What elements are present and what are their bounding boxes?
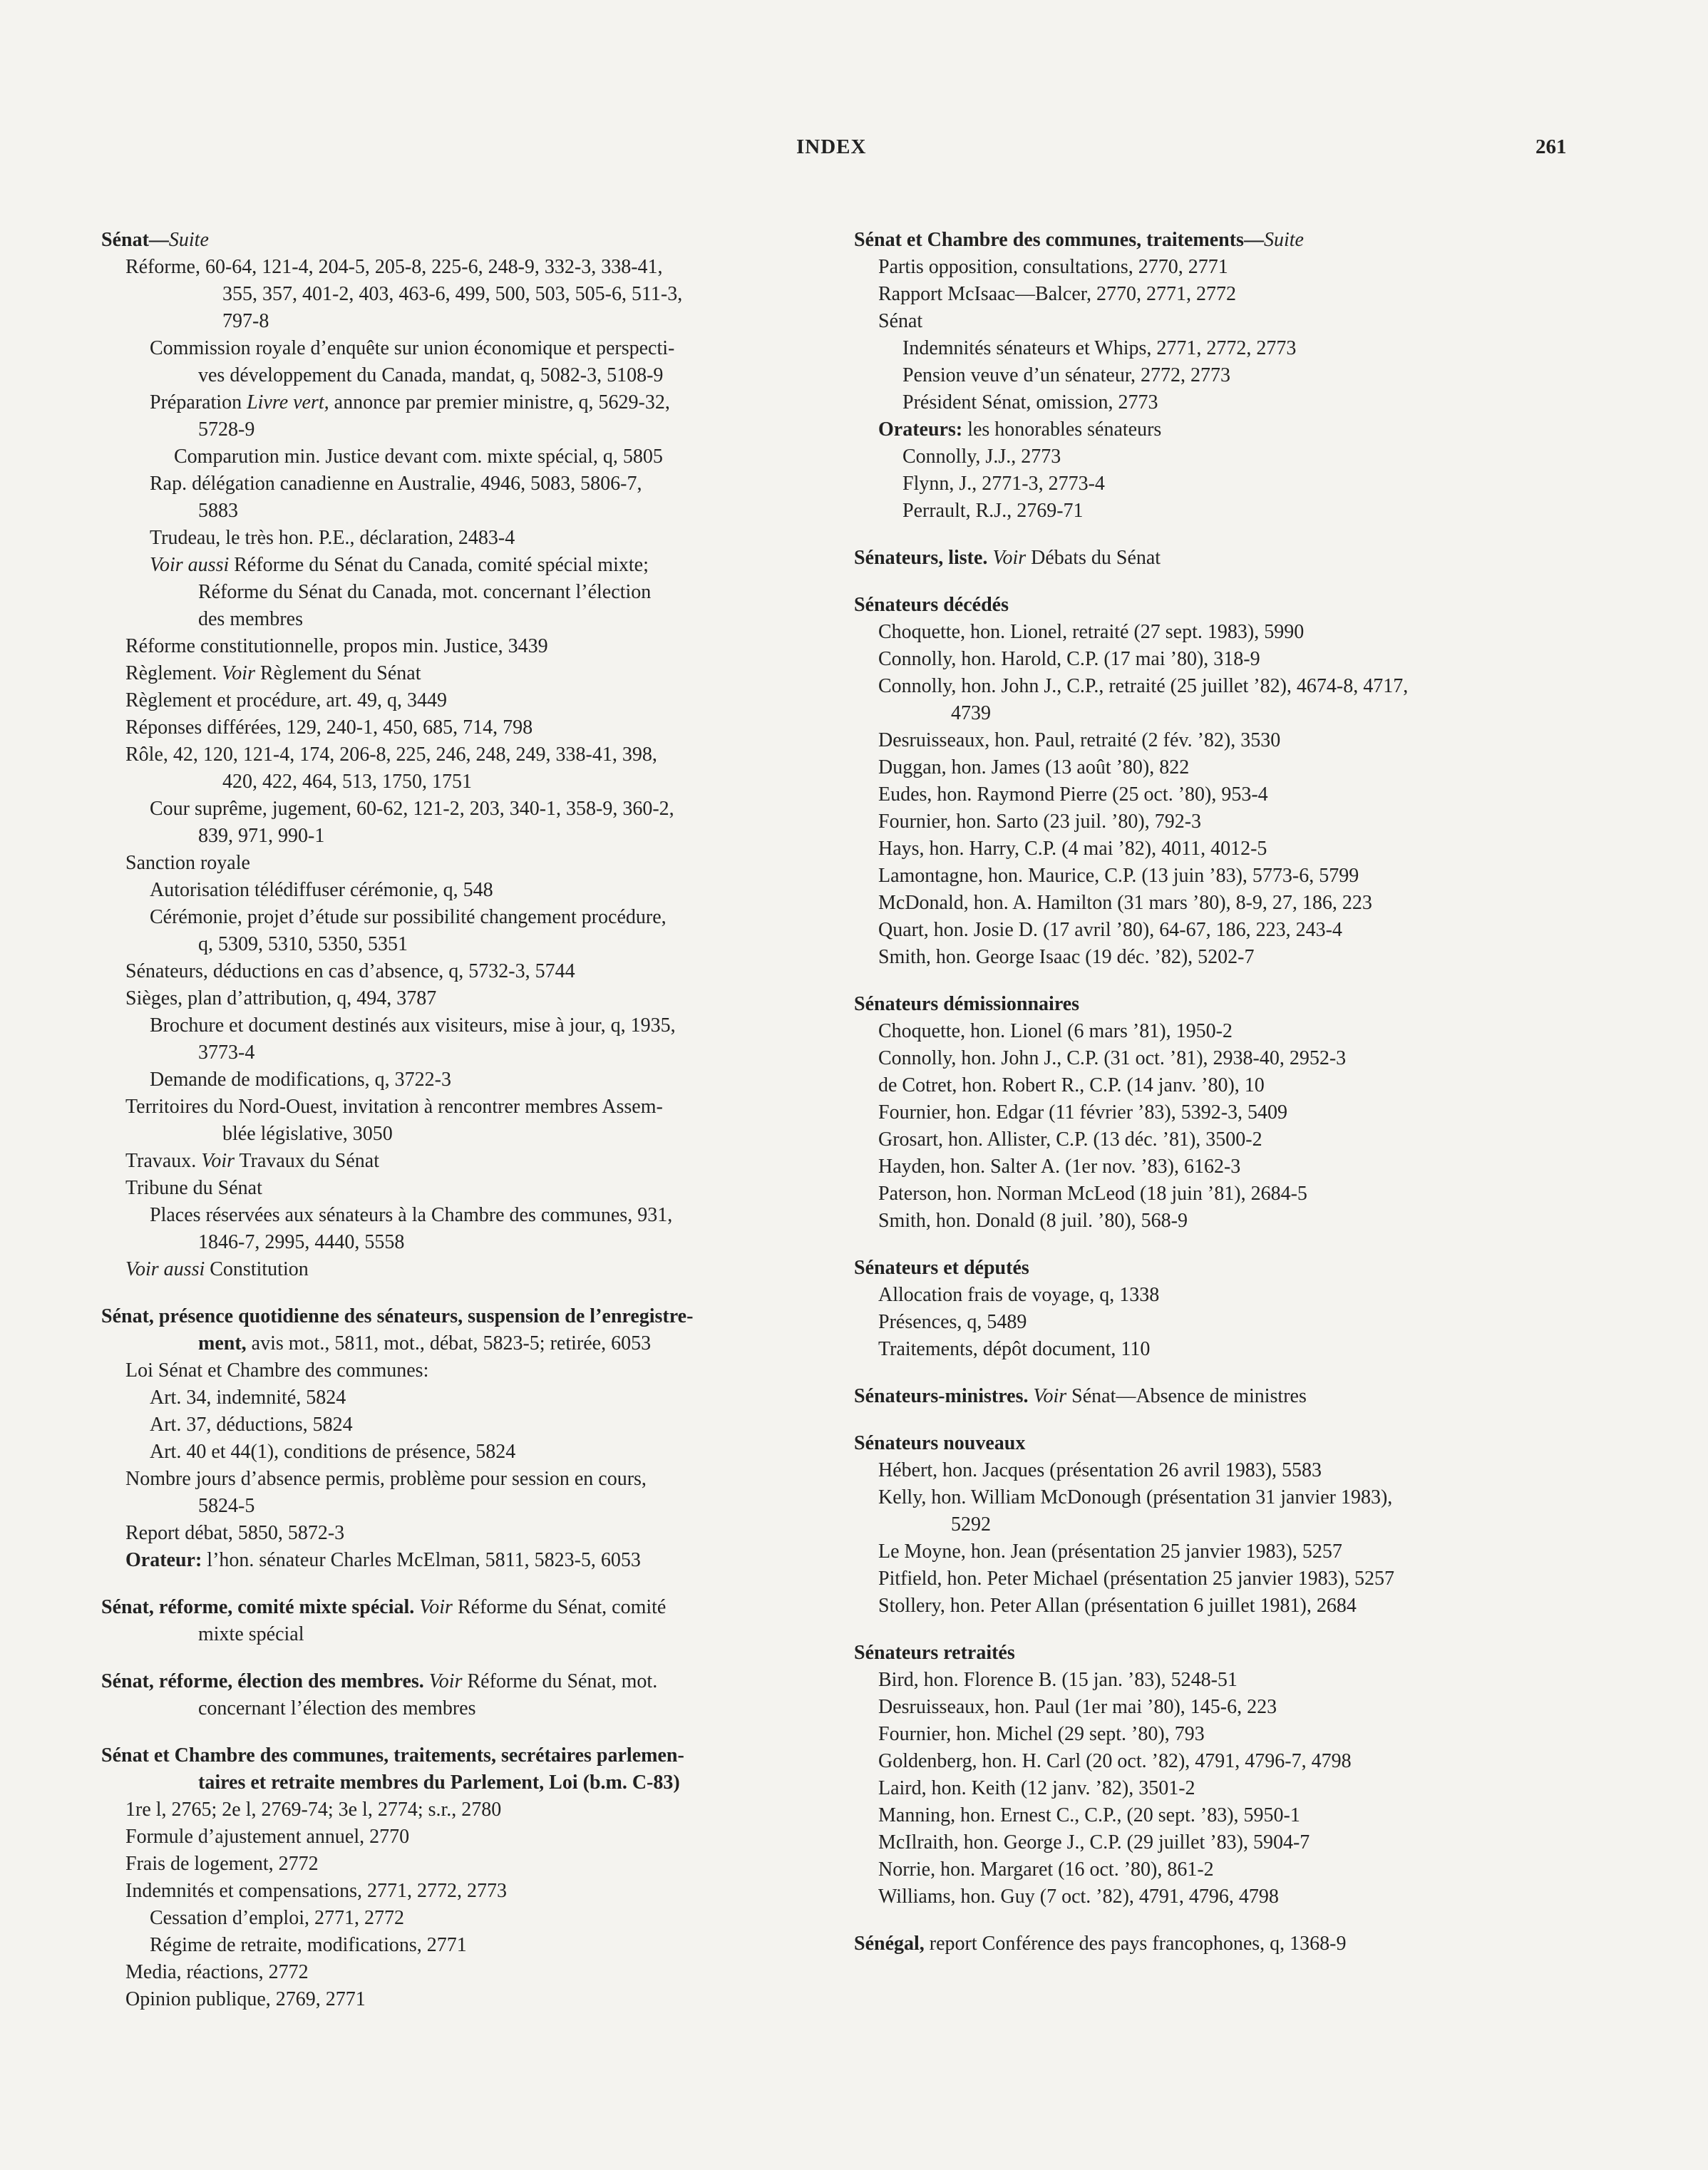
- index-column-left: [101, 227, 832, 2013]
- index-entry: Rapport McIsaac—Balcer, 2770, 2771, 2772: [878, 283, 1236, 305]
- entry-spacer: [854, 525, 1585, 545]
- index-entry: Stollery, hon. Peter Allan (présentation 6 juillet 1981), 2684: [878, 1595, 1357, 1617]
- index-entry: Williams, hon. Guy (7 oct. ’82), 4791, 4796, 4798: [878, 1886, 1279, 1908]
- index-entry: Desruisseaux, hon. Paul (1er mai ’80), 145-6, 223: [878, 1696, 1277, 1718]
- index-entry: Hayden, hon. Salter A. (1er nov. ’83), 6162-3: [878, 1156, 1241, 1178]
- index-entry: Réforme constitutionnelle, propos min. Justice, 3439: [125, 635, 548, 657]
- index-heading: Sénat, réforme, comité mixte spécial. Voir Réforme du Sénat, comité: [101, 1596, 667, 1618]
- index-entry: Cessation d’emploi, 2771, 2772: [150, 1907, 404, 1929]
- index-entry: Régime de retraite, modifications, 2771: [150, 1934, 467, 1956]
- index-entry: mixte spécial: [198, 1623, 304, 1645]
- index-heading: Sénateurs démissionnaires: [854, 993, 1080, 1015]
- index-entry: Orateurs: les honorables sénateurs: [878, 418, 1162, 441]
- index-entry: Allocation frais de voyage, q, 1338: [878, 1284, 1160, 1306]
- index-entry: Art. 40 et 44(1), conditions de présence, 5824: [150, 1441, 516, 1463]
- index-entry: Art. 34, indemnité, 5824: [150, 1387, 346, 1409]
- index-entry: Sièges, plan d’attribution, q, 494, 3787: [125, 987, 437, 1009]
- index-entry: Fournier, hon. Sarto (23 juil. ’80), 792-3: [878, 811, 1202, 833]
- index-entry: Eudes, hon. Raymond Pierre (25 oct. ’80), 953-4: [878, 783, 1268, 806]
- index-heading: Sénat et Chambre des communes, traitements—Suite: [854, 229, 1304, 251]
- index-entry: Tribune du Sénat: [125, 1177, 262, 1199]
- entry-spacer: [101, 1648, 832, 1668]
- index-heading: Sénat, réforme, élection des membres. Voir Réforme du Sénat, mot.: [101, 1670, 658, 1692]
- index-entry: Commission royale d’enquête sur union économique et perspecti-: [150, 337, 675, 359]
- index-entry: Demande de modifications, q, 3722-3: [150, 1069, 452, 1091]
- index-entry: Territoires du Nord-Ouest, invitation à rencontrer membres Assem-: [125, 1096, 663, 1118]
- index-entry: Places réservées aux sénateurs à la Chambre des communes, 931,: [150, 1204, 673, 1226]
- index-entry: 3773-4: [198, 1042, 255, 1064]
- entry-spacer: [854, 1363, 1585, 1383]
- entry-spacer: [101, 1722, 832, 1742]
- page-title: INDEX: [796, 135, 867, 158]
- index-entry: Smith, hon. George Isaac (19 déc. ’82), 5202-7: [878, 946, 1255, 968]
- index-entry: Règlement et procédure, art. 49, q, 3449: [125, 689, 447, 711]
- index-entry: Grosart, hon. Allister, C.P. (13 déc. ’81), 3500-2: [878, 1128, 1262, 1151]
- index-entry: McIlraith, hon. George J., C.P. (29 juillet ’83), 5904-7: [878, 1831, 1310, 1853]
- index-entry: Indemnités et compensations, 2771, 2772, 2773: [125, 1880, 508, 1902]
- index-entry: 797-8: [222, 310, 269, 332]
- index-entry: Paterson, hon. Norman McLeod (18 juin ’81), 2684-5: [878, 1183, 1307, 1205]
- index-entry: Sénat: [878, 310, 923, 332]
- index-heading: Sénat et Chambre des communes, traitements, secrétaires parlemen-: [101, 1744, 684, 1767]
- index-entry: Pension veuve d’un sénateur, 2772, 2773: [902, 364, 1231, 386]
- index-entry: Voir aussi Réforme du Sénat du Canada, comité spécial mixte;: [150, 554, 649, 576]
- index-entry: Réforme, 60-64, 121-4, 204-5, 205-8, 225-6, 248-9, 332-3, 338-41,: [125, 256, 663, 278]
- entry-spacer: [854, 1911, 1585, 1930]
- index-entry: ves développement du Canada, mandat, q, 5082-3, 5108-9: [198, 364, 664, 386]
- index-entry: Voir aussi Constitution: [125, 1258, 309, 1280]
- index-entry: Laird, hon. Keith (12 janv. ’82), 3501-2: [878, 1777, 1195, 1799]
- index-entry: Loi Sénat et Chambre des communes:: [125, 1359, 429, 1382]
- index-entry: concernant l’élection des membres: [198, 1697, 476, 1719]
- index-entry: Media, réactions, 2772: [125, 1961, 309, 1983]
- index-entry: Norrie, hon. Margaret (16 oct. ’80), 861-2: [878, 1858, 1214, 1881]
- index-entry: Autorisation télédiffuser cérémonie, q, 548: [150, 879, 493, 901]
- index-entry: Fournier, hon. Edgar (11 février ’83), 5392-3, 5409: [878, 1101, 1288, 1123]
- index-entry: Sanction royale: [125, 852, 250, 874]
- index-entry: Desruisseaux, hon. Paul, retraité (2 fév. ’82), 3530: [878, 729, 1281, 751]
- index-entry: 839, 971, 990-1: [198, 825, 325, 847]
- index-entry: 1re l, 2765; 2e l, 2769-74; 3e l, 2774; s.r., 2780: [125, 1799, 502, 1821]
- index-entry: Connolly, J.J., 2773: [902, 446, 1061, 468]
- index-entry: Kelly, hon. William McDonough (présentation 31 janvier 1983),: [878, 1486, 1393, 1508]
- index-entry: Travaux. Voir Travaux du Sénat: [125, 1150, 379, 1172]
- index-entry: Choquette, hon. Lionel, retraité (27 sept. 1983), 5990: [878, 621, 1305, 643]
- index-entry: Choquette, hon. Lionel (6 mars ’81), 1950-2: [878, 1020, 1233, 1042]
- index-heading: Sénat, présence quotidienne des sénateurs, suspension de l’enregistre-: [101, 1305, 694, 1327]
- index-entry: ment, avis mot., 5811, mot., débat, 5823-5; retirée, 6053: [198, 1332, 652, 1354]
- index-entry: Trudeau, le très hon. P.E., déclaration, 2483-4: [150, 527, 515, 549]
- index-entry: Indemnités sénateurs et Whips, 2771, 2772, 2773: [902, 337, 1297, 359]
- index-heading: Sénateurs, liste. Voir Débats du Sénat: [854, 547, 1161, 569]
- entry-spacer: [101, 1283, 832, 1303]
- index-entry: 1846-7, 2995, 4440, 5558: [198, 1231, 405, 1253]
- index-entry: Règlement. Voir Règlement du Sénat: [125, 662, 421, 684]
- entry-spacer: [854, 1235, 1585, 1255]
- index-heading: Sénat—Suite: [101, 229, 209, 251]
- index-entry: Flynn, J., 2771-3, 2773-4: [902, 473, 1105, 495]
- index-heading: Sénégal, report Conférence des pays francophones, q, 1368-9: [854, 1933, 1347, 1955]
- index-entry: 5728-9: [198, 418, 255, 441]
- index-entry: Préparation Livre vert, annonce par premier ministre, q, 5629-32,: [150, 391, 670, 413]
- index-entry: Réponses différées, 129, 240-1, 450, 685, 714, 798: [125, 716, 533, 739]
- index-entry: Cérémonie, projet d’étude sur possibilité changement procédure,: [150, 906, 667, 928]
- index-entry: Bird, hon. Florence B. (15 jan. ’83), 5248-51: [878, 1669, 1238, 1691]
- index-entry: Opinion publique, 2769, 2771: [125, 1988, 366, 2010]
- index-entry: McDonald, hon. A. Hamilton (31 mars ’80), 8-9, 27, 186, 223: [878, 892, 1372, 914]
- index-entry: 4739: [951, 702, 991, 724]
- index-entry: Connolly, hon. John J., C.P., retraité (25 juillet ’82), 4674-8, 4717,: [878, 675, 1409, 697]
- index-entry: de Cotret, hon. Robert R., C.P. (14 janv. ’80), 10: [878, 1074, 1265, 1096]
- index-entry: q, 5309, 5310, 5350, 5351: [198, 933, 408, 955]
- index-entry: Manning, hon. Ernest C., C.P., (20 sept. ’83), 5950-1: [878, 1804, 1300, 1826]
- entry-spacer: [854, 1410, 1585, 1430]
- index-entry: Smith, hon. Donald (8 juil. ’80), 568-9: [878, 1210, 1188, 1232]
- index-entry: Traitements, dépôt document, 110: [878, 1338, 1151, 1360]
- index-heading: Sénateurs décédés: [854, 594, 1009, 616]
- index-entry: 5883: [198, 500, 238, 522]
- index-entry: Quart, hon. Josie D. (17 avril ’80), 64-67, 186, 223, 243-4: [878, 919, 1342, 941]
- index-heading: Sénateurs-ministres. Voir Sénat—Absence de ministres: [854, 1385, 1307, 1407]
- index-entry: Orateur: l’hon. sénateur Charles McElman, 5811, 5823-5, 6053: [125, 1549, 641, 1571]
- index-entry: Rap. délégation canadienne en Australie, 4946, 5083, 5806-7,: [150, 473, 642, 495]
- index-entry: Duggan, hon. James (13 août ’80), 822: [878, 756, 1190, 778]
- index-entry: Nombre jours d’absence permis, problème pour session en cours,: [125, 1468, 647, 1490]
- index-column-right: [854, 227, 1585, 1958]
- index-heading: Sénateurs nouveaux: [854, 1432, 1026, 1454]
- entry-spacer: [101, 1574, 832, 1594]
- index-entry: Brochure et document destinés aux visiteurs, mise à jour, q, 1935,: [150, 1014, 676, 1037]
- index-entry: Réforme du Sénat du Canada, mot. concernant l’élection: [198, 581, 652, 603]
- index-entry: Le Moyne, hon. Jean (présentation 25 janvier 1983), 5257: [878, 1541, 1342, 1563]
- index-heading: Sénateurs et députés: [854, 1257, 1029, 1279]
- index-entry: Partis opposition, consultations, 2770, 2771: [878, 256, 1228, 278]
- index-entry: taires et retraite membres du Parlement, Loi (b.m. C-83): [198, 1772, 680, 1794]
- index-entry: Pitfield, hon. Peter Michael (présentation 25 janvier 1983), 5257: [878, 1568, 1394, 1590]
- index-entry: Goldenberg, hon. H. Carl (20 oct. ’82), 4791, 4796-7, 4798: [878, 1750, 1352, 1772]
- index-entry: Hébert, hon. Jacques (présentation 26 avril 1983), 5583: [878, 1459, 1322, 1481]
- entry-spacer: [854, 1620, 1585, 1640]
- index-entry: Art. 37, déductions, 5824: [150, 1414, 353, 1436]
- index-entry: Sénateurs, déductions en cas d’absence, q, 5732-3, 5744: [125, 960, 575, 982]
- entry-spacer: [854, 572, 1585, 592]
- index-entry: Présences, q, 5489: [878, 1311, 1027, 1333]
- index-entry: Hays, hon. Harry, C.P. (4 mai ’82), 4011, 4012-5: [878, 838, 1267, 860]
- index-heading: Sénateurs retraités: [854, 1642, 1015, 1664]
- index-entry: Connolly, hon. John J., C.P. (31 oct. ’81), 2938-40, 2952-3: [878, 1047, 1347, 1069]
- page-number: 261: [1535, 135, 1567, 158]
- index-entry: Formule d’ajustement annuel, 2770: [125, 1826, 410, 1848]
- index-entry: 5824-5: [198, 1495, 255, 1517]
- entry-spacer: [854, 971, 1585, 991]
- index-entry: Fournier, hon. Michel (29 sept. ’80), 793: [878, 1723, 1205, 1745]
- index-entry: des membres: [198, 608, 303, 630]
- index-entry: Rôle, 42, 120, 121-4, 174, 206-8, 225, 246, 248, 249, 338-41, 398,: [125, 744, 657, 766]
- index-entry: 420, 422, 464, 513, 1750, 1751: [222, 771, 472, 793]
- index-entry: Perrault, R.J., 2769-71: [902, 500, 1084, 522]
- index-entry: 5292: [951, 1513, 991, 1536]
- index-entry: blée législative, 3050: [222, 1123, 393, 1145]
- index-entry: Frais de logement, 2772: [125, 1853, 319, 1875]
- index-entry: Connolly, hon. Harold, C.P. (17 mai ’80), 318-9: [878, 648, 1260, 670]
- index-entry: Report débat, 5850, 5872-3: [125, 1522, 345, 1544]
- index-entry: Cour suprême, jugement, 60-62, 121-2, 203, 340-1, 358-9, 360-2,: [150, 798, 674, 820]
- index-entry: Président Sénat, omission, 2773: [902, 391, 1158, 413]
- index-entry: Lamontagne, hon. Maurice, C.P. (13 juin ’83), 5773-6, 5799: [878, 865, 1359, 887]
- index-entry: Comparution min. Justice devant com. mixte spécial, q, 5805: [174, 446, 663, 468]
- index-entry: 355, 357, 401-2, 403, 463-6, 499, 500, 503, 505-6, 511-3,: [222, 283, 683, 305]
